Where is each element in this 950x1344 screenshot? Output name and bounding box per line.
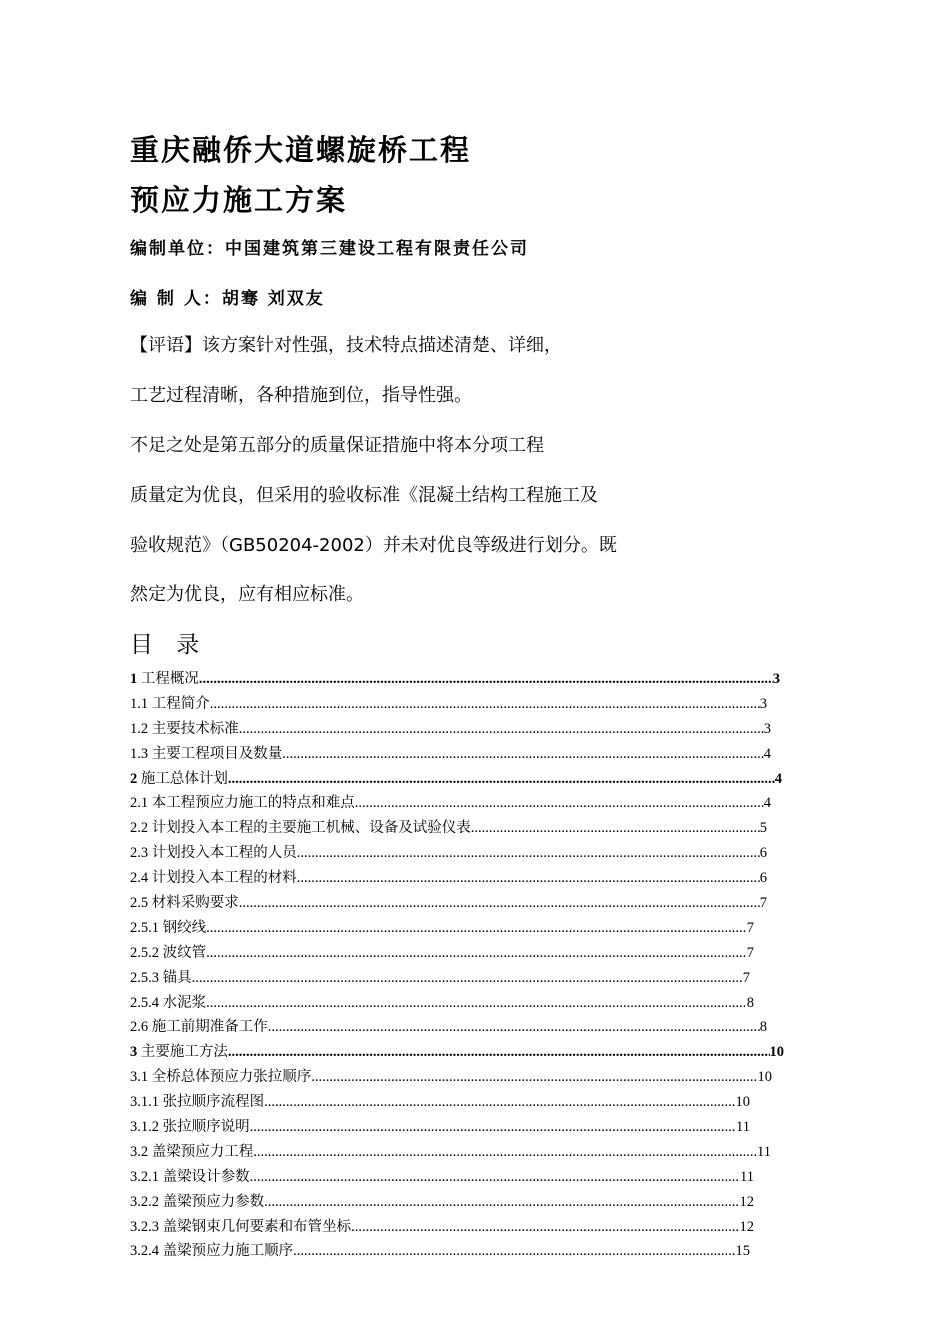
toc-entry-text: 施工前期准备工作	[148, 1019, 268, 1036]
toc-entry-number: 3.2.4	[130, 1243, 159, 1260]
toc-entry[interactable]	[130, 1040, 784, 1065]
toc-entry-label	[130, 692, 210, 717]
toc-entry[interactable]	[130, 966, 750, 991]
toc-entry[interactable]	[130, 1190, 754, 1215]
toc-page-number: 7	[746, 919, 754, 936]
toc-entry-number: 1.2	[130, 720, 149, 737]
document-title-line2: 预应力施工方案	[130, 183, 348, 217]
compiling-unit: 编制单位：中国建筑第三建设工程有限责任公司	[130, 239, 529, 259]
toc-page-number: 7	[746, 944, 754, 961]
toc-entry-number: 1	[130, 671, 138, 687]
toc-page-number: 11	[740, 1168, 754, 1185]
toc-entry-label	[130, 941, 206, 966]
comment-line: 工艺过程清晰，各种措施到位，指导性强。	[130, 385, 472, 406]
toc-entry-label	[130, 1115, 250, 1140]
toc-entry-text: 盖梁预应力施工顺序	[159, 1243, 294, 1260]
toc-page-number: 12	[739, 1218, 754, 1235]
toc-entry-number: 2.5.4	[130, 994, 159, 1011]
toc-dot-leader	[264, 1190, 739, 1215]
toc-entry[interactable]	[130, 791, 771, 816]
toc-entry-label	[130, 1239, 293, 1264]
toc-page-number: 12	[739, 1193, 754, 1210]
toc-entry-text: 计划投入本工程的人员	[148, 845, 297, 862]
toc-dot-leader	[210, 692, 760, 717]
toc-entry[interactable]	[130, 1115, 750, 1140]
toc-entry-number: 3.1	[130, 1069, 149, 1086]
toc-entry-label	[130, 1190, 264, 1215]
comment-line: 不足之处是第五部分的质量保证措施中将本分项工程	[130, 435, 544, 456]
toc-entry-number: 2.6	[130, 1019, 149, 1036]
toc-page-number: 7	[759, 895, 767, 912]
toc-entry-number: 3.2.2	[130, 1193, 159, 1210]
toc-entry-label	[130, 1140, 253, 1165]
toc-dot-leader	[264, 1090, 735, 1115]
toc-entry-number: 1.1	[130, 695, 149, 712]
toc-entry-text: 本工程预应力施工的特点和难点	[148, 795, 355, 812]
toc-page-number: 6	[759, 845, 767, 862]
toc-entry-text: 主要技术标准	[148, 720, 239, 737]
toc-entry-text: 计划投入本工程的材料	[148, 870, 297, 887]
toc-entry[interactable]	[130, 717, 771, 742]
toc-entry-label	[130, 966, 192, 991]
toc-entry-number: 2.4	[130, 870, 149, 887]
toc-entry-number: 3.2	[130, 1143, 149, 1160]
toc-entry[interactable]	[130, 742, 771, 767]
toc-entry-number: 2.5.2	[130, 944, 159, 961]
toc-entry-text: 张拉顺序流程图	[159, 1094, 265, 1111]
toc-entry-label	[130, 767, 228, 792]
toc-page-number: 10	[757, 1069, 772, 1086]
toc-entry-text: 盖梁设计参数	[159, 1168, 250, 1185]
toc-dot-leader	[268, 1015, 760, 1040]
toc-dot-leader	[206, 941, 747, 966]
toc-entry-number: 2.1	[130, 795, 149, 812]
toc-entry-label	[130, 816, 471, 841]
toc-page-number: 3	[772, 671, 780, 687]
toc-dot-leader	[282, 742, 764, 767]
toc-entry[interactable]	[130, 667, 780, 692]
comment-line: 然定为优良，应有相应标准。	[130, 584, 364, 605]
toc-entry[interactable]	[130, 1015, 767, 1040]
toc-entry-text: 锚具	[159, 969, 192, 986]
toc-dot-leader	[192, 966, 743, 991]
toc-dot-leader	[206, 916, 747, 941]
toc-dot-leader	[311, 1065, 757, 1090]
toc-entry-number: 2.5.1	[130, 919, 159, 936]
toc-dot-leader	[250, 1115, 736, 1140]
toc-dot-leader	[293, 1239, 735, 1264]
toc-entry-text: 波纹管	[159, 944, 207, 961]
toc-entry-text: 材料采购要求	[148, 895, 239, 912]
toc-entry-number: 3.1.1	[130, 1094, 159, 1111]
toc-page-number: 3	[763, 720, 771, 737]
toc-page-number: 5	[759, 820, 767, 837]
toc-entry-label	[130, 1165, 250, 1190]
toc-entry[interactable]	[130, 1090, 750, 1115]
toc-entry[interactable]	[130, 692, 767, 717]
toc-entry[interactable]	[130, 767, 782, 792]
toc-entry-text: 主要工程项目及数量	[148, 745, 283, 762]
toc-entry-label	[130, 742, 282, 767]
toc-dot-leader	[351, 1215, 739, 1240]
toc-dot-leader	[471, 816, 760, 841]
toc-entry[interactable]	[130, 1215, 754, 1240]
toc-entry-number: 3	[130, 1044, 138, 1061]
toc-dot-leader	[239, 717, 764, 742]
toc-entry[interactable]	[130, 1165, 754, 1190]
toc-dot-leader	[228, 1040, 770, 1065]
toc-page-number: 4	[763, 795, 771, 812]
toc-entry[interactable]	[130, 941, 754, 966]
toc-page-number: 15	[735, 1243, 750, 1260]
toc-entry-text: 施工总体计划	[137, 770, 228, 787]
toc-page-number: 11	[736, 1119, 750, 1136]
toc-page-number: 11	[757, 1143, 771, 1160]
toc-dot-leader	[228, 767, 775, 792]
toc-entry-number: 3.1.2	[130, 1119, 159, 1136]
comment-line: 验收规范》（GB50204-2002）并未对优良等级进行划分。既	[130, 535, 617, 556]
toc-entry-text: 水泥浆	[159, 994, 207, 1011]
toc-dot-leader	[355, 791, 764, 816]
toc-page-number: 7	[742, 969, 750, 986]
toc-entry-number: 2.2	[130, 820, 149, 837]
toc-entry-label	[130, 866, 297, 891]
toc-entry-label	[130, 916, 206, 941]
toc-page-number: 3	[759, 695, 767, 712]
toc-dot-leader	[297, 841, 760, 866]
toc-entry-text: 盖梁预应力工程	[148, 1143, 254, 1160]
toc-entry[interactable]	[130, 841, 767, 866]
toc-entry[interactable]	[130, 1065, 772, 1090]
toc-entry-label	[130, 791, 355, 816]
toc-page-number: 6	[759, 870, 767, 887]
toc-entry-label	[130, 891, 239, 916]
toc-entry-text: 全桥总体预应力张拉顺序	[148, 1069, 312, 1086]
toc-dot-leader	[239, 891, 760, 916]
toc-page-number: 8	[746, 994, 754, 1011]
toc-entry-text: 盖梁钢束几何要素和布管坐标	[159, 1218, 352, 1235]
toc-entry-text: 钢绞线	[159, 919, 207, 936]
compiler: 编 制 人：胡骞 刘双友	[130, 289, 325, 309]
toc-entry-label	[130, 1040, 228, 1065]
toc-entry-label	[130, 1215, 351, 1240]
toc-entry-label	[130, 717, 239, 742]
toc-entry-text: 盖梁预应力参数	[159, 1193, 265, 1210]
toc-entry-label	[130, 991, 206, 1016]
toc-dot-leader	[297, 866, 760, 891]
toc-entry-number: 2.3	[130, 845, 149, 862]
toc-entry[interactable]	[130, 991, 754, 1016]
toc-dot-leader	[206, 991, 747, 1016]
toc-entry[interactable]	[130, 866, 767, 891]
toc-heading: 目 录	[130, 632, 208, 658]
toc-page-number: 8	[759, 1019, 767, 1036]
toc-page-number: 4	[763, 745, 771, 762]
toc-dot-leader	[199, 667, 773, 692]
toc-dot-leader	[253, 1140, 757, 1165]
toc-entry-number: 3.2.1	[130, 1168, 159, 1185]
document-title-line1: 重庆融侨大道螺旋桥工程	[130, 133, 472, 167]
toc-entry[interactable]	[130, 916, 754, 941]
toc-entry-number: 2.5.3	[130, 969, 159, 986]
toc-entry-text: 工程简介	[148, 695, 210, 712]
toc-entry-label	[130, 1065, 311, 1090]
toc-entry[interactable]	[130, 891, 767, 916]
toc-entry-label	[130, 667, 199, 692]
toc-entry-text: 计划投入本工程的主要施工机械、设备及试验仪表	[148, 820, 471, 837]
toc-entry-number: 2	[130, 770, 138, 787]
toc-entry-text: 张拉顺序说明	[159, 1119, 250, 1136]
table-of-contents	[130, 667, 810, 1264]
toc-entry[interactable]	[130, 1140, 771, 1165]
toc-entry-label	[130, 841, 297, 866]
toc-page-number: 10	[769, 1044, 784, 1061]
toc-entry-text: 主要施工方法	[137, 1044, 228, 1061]
toc-entry-label	[130, 1090, 264, 1115]
toc-entry-number: 3.2.3	[130, 1218, 159, 1235]
toc-entry-number: 1.3	[130, 745, 149, 762]
toc-entry-number: 2.5	[130, 895, 149, 912]
toc-page-number: 10	[735, 1094, 750, 1111]
toc-entry-text: 工程概况	[137, 671, 199, 687]
toc-entry[interactable]	[130, 1239, 750, 1264]
comment-line: 【评语】该方案针对性强，技术特点描述清楚、详细，	[130, 335, 562, 356]
toc-page-number: 4	[774, 770, 782, 787]
toc-entry-label	[130, 1015, 268, 1040]
toc-entry[interactable]	[130, 816, 767, 841]
toc-dot-leader	[250, 1165, 740, 1190]
comment-line: 质量定为优良，但采用的验收标准《混凝土结构工程施工及	[130, 485, 598, 506]
